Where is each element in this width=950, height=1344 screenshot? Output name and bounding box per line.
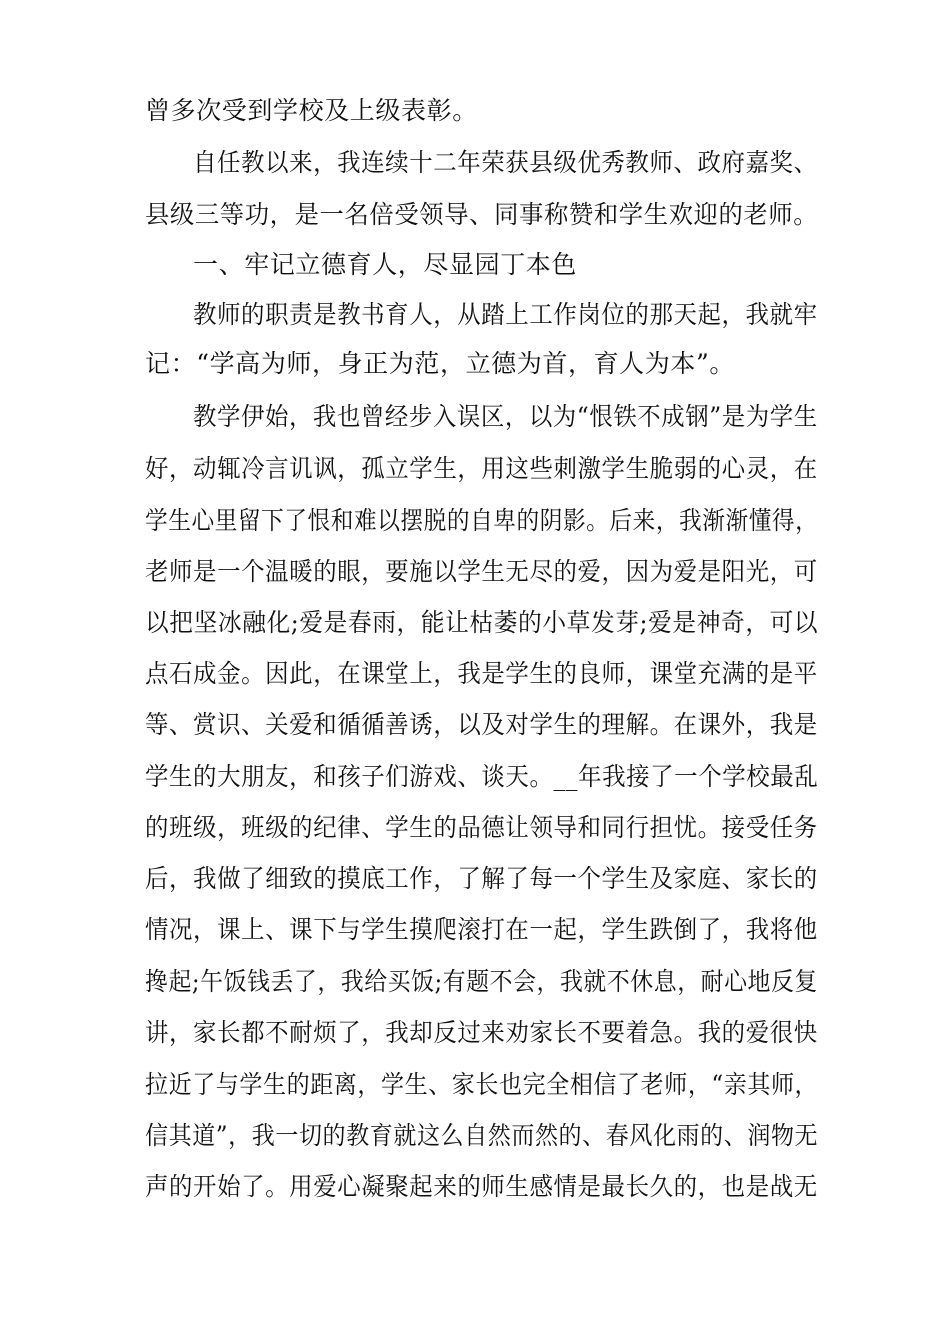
text-line: 记：“学高为师，身正为范，立德为首，育人为本”。 [145, 349, 735, 378]
text-line: 点石成金。因此，在课堂上，我是学生的良师，课堂充满的是平 [145, 659, 818, 688]
text-line: 情况，课上、课下与学生摸爬滚打在一起，学生跌倒了，我将他 [145, 915, 818, 944]
text-line: 搀起;午饭钱丢了，我给买饭;有题不会，我就不休息，耐心地反复 [145, 967, 818, 996]
text-line: 的班级，班级的纪律、学生的品德让领导和同行担忧。接受任务 [145, 813, 818, 842]
text-line: 学生心里留下了恨和难以摆脱的自卑的阴影。后来，我渐渐懂得， [145, 506, 819, 535]
text-line: 自任教以来，我连续十二年荣获县级优秀教师、政府嘉奖、 [193, 148, 818, 177]
text-line: 信其道”，我一切的教育就这么自然而然的、春风化雨的、润物无 [145, 1121, 819, 1150]
text-line: 讲，家长都不耐烦了，我却反过来劝家长不要着急。我的爱很快 [145, 1018, 818, 1047]
text-line: 县级三等功，是一名倍受领导、同事称赞和学生欢迎的老师。 [145, 200, 819, 229]
text-line: 教学伊始，我也曾经步入误区，以为“恨铁不成钢”是为学生 [193, 402, 818, 431]
text-line: 等、赏识、关爱和循循善诱，以及对学生的理解。在课外，我是 [145, 710, 818, 739]
text-line: 以把坚冰融化;爱是春雨，能让枯萎的小草发芽;爱是神奇，可以 [145, 608, 819, 637]
text-line: 声的开始了。用爱心凝聚起来的师生感情是最长久的，也是战无 [145, 1172, 818, 1201]
text-line: 拉近了与学生的距离，学生、家长也完全相信了老师，“亲其师， [145, 1070, 819, 1099]
text-line: 曾多次受到学校及上级表彰。 [145, 96, 478, 125]
text-line: 学生的大朋友，和孩子们游戏、谈天。__年我接了一个学校最乱 [145, 762, 819, 791]
text-line: 好，动辄冷言讥讽，孤立学生，用这些刺激学生脆弱的心灵，在 [145, 454, 818, 483]
text-line: 教师的职责是教书育人，从踏上工作岗位的那天起，我就牢 [193, 300, 818, 329]
text-line: 后，我做了细致的摸底工作，了解了每一个学生及家庭、家长的 [145, 864, 818, 893]
section-heading: 一、牢记立德育人，尽显园丁本色 [193, 250, 578, 279]
text-line: 老师是一个温暖的眼，要施以学生无尽的爱，因为爱是阳光，可 [145, 557, 818, 586]
